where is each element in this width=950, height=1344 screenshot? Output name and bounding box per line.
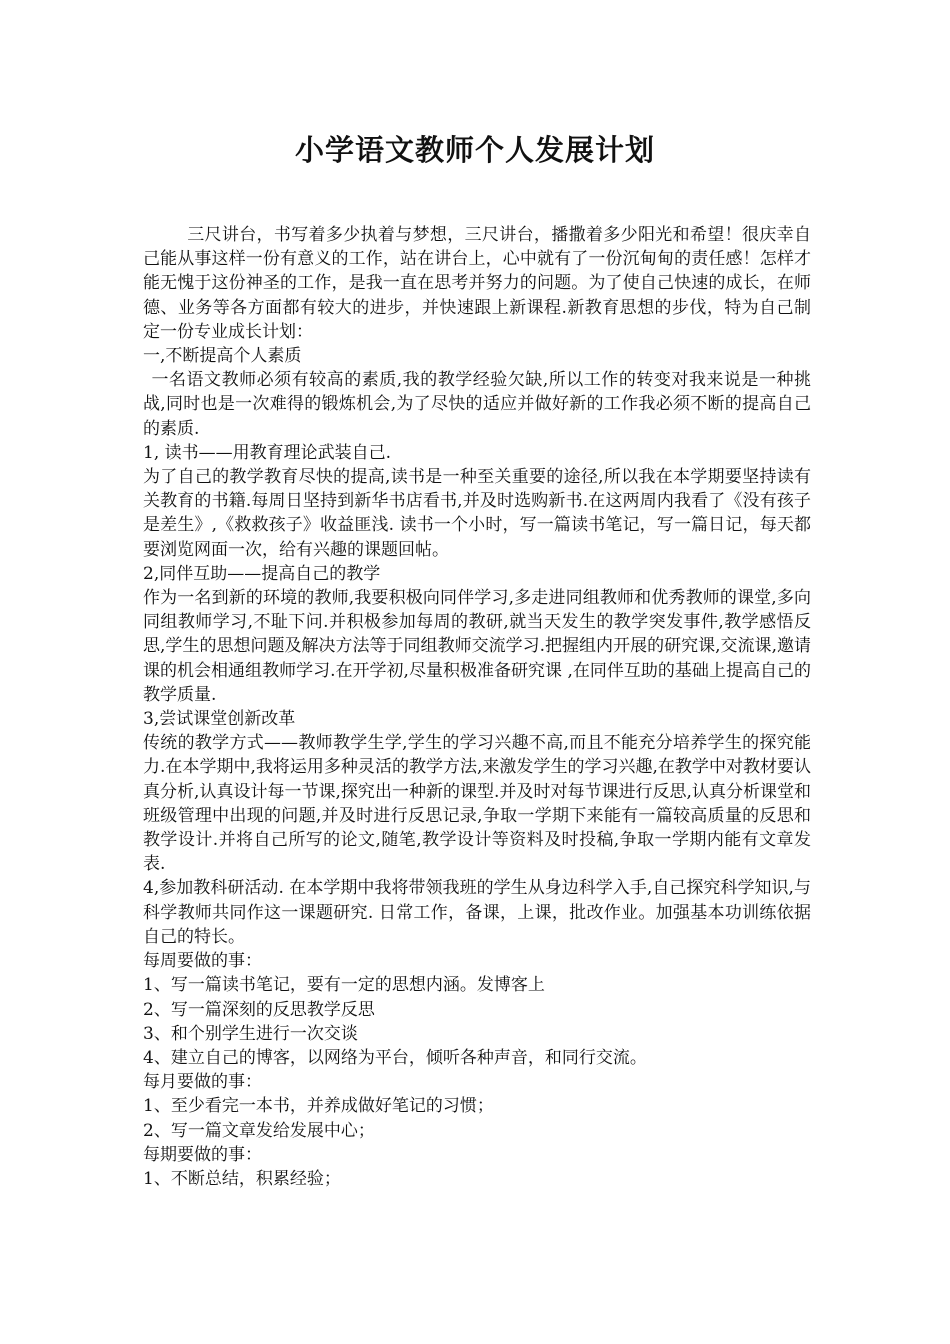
term-heading: 每期要做的事：	[143, 1144, 262, 1165]
item3-paragraph: 传统的教学方式——教师教学生学,学生的学习兴趣不高,而且不能充分培养学生的探究能力.在本学期中,我将运用多种灵活的教学方法,来激发学生的学习兴趣,在教学中对教材要认真分析,认真设计每一节课,探究出一种新的课型.并及时对每节课进行反思,认真分析课堂和班级管理中出现的问题,并及时进行反思记录,争取一学期下来能有一篇较高质量的反思和教学设计.并将自己所写的论文,随笔,教学设计等资料及时投稿,争取一学期内能有文章发表.	[143, 733, 811, 875]
item2-paragraph: 作为一名到新的环境的教师,我要积极向同伴学习,多走进同组教师和优秀教师的课堂,多向同组教师学习,不耻下问.并积极参加每周的教研,就当天发生的教学突发事件,教学感悟反思,学生的思想问题及解决方法等于同组教师交流学习.把握组内开展的研究课,交流课,邀请课的机会相通组教师学习.在开学初,尽量积极准备研究课 ,在同伴互助的基础上提高自己的教学质量.	[143, 588, 811, 705]
item2-heading: 2,同伴互助——提高自己的教学	[143, 563, 381, 584]
document-body	[143, 223, 811, 1191]
item3-heading: 3,尝试课堂创新改革	[143, 709, 296, 730]
monthly-heading: 每月要做的事：	[143, 1072, 262, 1093]
monthly-item: 2、写一篇文章发给发展中心；	[143, 1120, 375, 1141]
monthly-item: 1、至少看完一本书，并养成做好笔记的习惯；	[143, 1096, 494, 1117]
section1-heading: 一,不断提高个人素质	[143, 346, 302, 367]
weekly-item: 4、建立自己的博客，以网络为平台，倾听各种声音，和同行交流。	[143, 1047, 647, 1068]
item1-heading: 1, 读书——用教育理论武装自己.	[143, 442, 392, 463]
item4-paragraph: 4,参加教科研活动. 在本学期中我将带领我班的学生从身边科学入手,自己探究科学知识,与科学教师共同作这一课题研究. 日常工作，备课，上课，批改作业。加强基本功训练依据自己的特长。	[143, 878, 811, 947]
weekly-item: 2、写一篇深刻的反思教学反思	[143, 999, 375, 1020]
document-title: 小学语文教师个人发展计划	[294, 133, 655, 167]
weekly-item: 1、写一篇读书笔记，要有一定的思想内涵。发博客上	[143, 975, 545, 996]
item1-paragraph: 为了自己的教学教育尽快的提高,读书是一种至关重要的途径,所以我在本学期要坚持读有关教育的书籍.每周日坚持到新华书店看书,并及时选购新书.在这两周内我看了《没有孩子是差生》,《救救孩子》收益匪浅. 读书一个小时，写一篇读书笔记，写一篇日记，每天都要浏览网面一次，给有兴趣的课题回帖。	[143, 467, 811, 560]
section1-paragraph: 一名语文教师必须有较高的素质,我的教学经验欠缺,所以工作的转变对我来说是一种挑战,同时也是一次难得的锻炼机会,为了尽快的适应并做好新的工作我必须不断的提高自己的素质.	[143, 370, 811, 439]
weekly-heading: 每周要做的事：	[143, 951, 262, 972]
term-item: 1、不断总结，积累经验；	[143, 1168, 341, 1189]
intro-paragraph: 三尺讲台，书写着多少执着与梦想，三尺讲台，播撒着多少阳光和希望！很庆幸自己能从事这样一份有意义的工作，站在讲台上，心中就有了一份沉甸甸的责任感！怎样才能无愧于这份神圣的工作，是我一直在思考并努力的问题。为了使自己快速的成长，在师德、业务等各方面都有较大的进步，并快速跟上新课程.新教育思想的步伐，特为自己制定一份专业成长计划：	[143, 225, 811, 342]
weekly-item: 3、和个别学生进行一次交谈	[143, 1023, 358, 1044]
